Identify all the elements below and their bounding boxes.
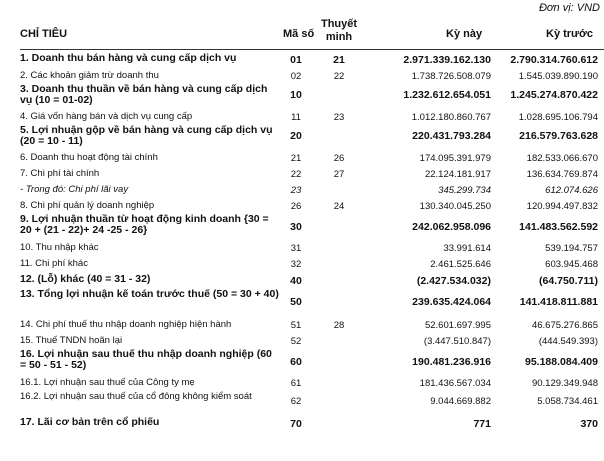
row-note: 23 (333, 112, 345, 123)
row-label: 5. Lợi nhuận gộp về bán hàng và cung cấp dịch vụ (20 = 10 - 11) (20, 124, 273, 147)
row-code: 11 (291, 112, 301, 123)
table-row (0, 124, 604, 149)
row-label: 16.2. Lợi nhuận sau thuế của cổ đông không kiểm soát (20, 391, 252, 402)
table-row (0, 83, 604, 108)
table-row (0, 271, 604, 288)
row-current-value: 2.461.525.646 (430, 259, 491, 270)
row-note: 27 (333, 169, 345, 180)
row-previous-value: 2.790.314.760.612 (510, 54, 598, 66)
row-code: 51 (290, 320, 302, 331)
header-indicator: CHỈ TIÊU (20, 28, 68, 40)
table-row (0, 332, 604, 348)
header-previous: Kỳ trước (546, 28, 593, 40)
income-statement-rows (0, 50, 604, 430)
table-row (0, 165, 604, 181)
row-previous-value: 141.483.562.592 (519, 221, 598, 233)
row-previous-value: 90.129.349.948 (531, 378, 598, 389)
row-note: 26 (333, 153, 345, 164)
row-previous-value: 5.058.734.461 (537, 396, 598, 407)
row-code: 40 (290, 275, 302, 287)
row-previous-value: 216.579.763.628 (519, 130, 598, 142)
row-label: 17. Lãi cơ bản trên cổ phiếu (20, 416, 160, 428)
row-label: 16.1. Lợi nhuận sau thuế của Công ty mẹ (20, 377, 195, 388)
row-previous-value: 370 (580, 418, 598, 430)
row-label: 2. Các khoản giảm trừ doanh thu (20, 70, 159, 81)
header-note: Thuyết minh (320, 18, 358, 43)
row-code: 62 (290, 396, 302, 407)
row-code: 21 (290, 153, 302, 164)
table-row (0, 316, 604, 332)
row-code: 61 (290, 378, 302, 389)
row-label: 11. Chi phí khác (20, 258, 88, 269)
row-previous-value: 1.245.274.870.422 (510, 89, 598, 101)
row-previous-value: 1.545.039.890.190 (518, 71, 598, 82)
row-label: 1. Doanh thu bán hàng và cung cấp dịch vụ (20, 52, 237, 64)
row-code: 32 (290, 259, 302, 270)
header-code: Mã số (283, 28, 315, 40)
table-row (0, 239, 604, 255)
row-current-value: 2.971.339.162.130 (403, 54, 491, 66)
row-previous-value: 120.994.497.832 (526, 201, 598, 212)
row-label: 16. Lợi nhuận sau thuế thu nhập doanh nghiệp (60 = 50 - 51 - 52) (20, 348, 272, 371)
table-row (0, 50, 604, 67)
row-current-value: 9.044.669.882 (430, 396, 491, 407)
row-previous-value: 95.188.084.409 (525, 356, 598, 368)
row-previous-value: 1.028.695.106.794 (518, 112, 598, 123)
row-code: 50 (290, 296, 302, 308)
table-header (0, 18, 604, 48)
row-label: 10. Thu nhập khác (20, 242, 99, 253)
row-current-value: 174.095.391.979 (419, 153, 491, 164)
table-row (0, 149, 604, 165)
row-current-value: 181.436.567.034 (419, 378, 491, 389)
table-row (0, 197, 604, 213)
row-code: 31 (290, 243, 302, 254)
header-current: Kỳ này (446, 28, 483, 40)
row-current-value: (3.447.510.847) (423, 336, 491, 347)
row-current-value: 1.012.180.860.767 (411, 112, 491, 123)
row-current-value: 220.431.793.284 (412, 130, 491, 142)
row-previous-value: 539.194.757 (545, 243, 598, 254)
row-code: 23 (290, 185, 302, 196)
row-label: 6. Doanh thu hoạt động tài chính (20, 152, 158, 163)
table-row (0, 255, 604, 271)
row-code: 02 (290, 71, 302, 82)
row-code: 30 (290, 221, 302, 233)
table-row (0, 414, 604, 430)
row-current-value: 345.299.734 (438, 185, 491, 196)
row-label: 8. Chi phí quản lý doanh nghiệp (20, 200, 155, 211)
table-row (0, 181, 604, 197)
row-code: 60 (290, 356, 302, 368)
unit-label: Đơn vị: VND (538, 2, 600, 14)
row-label: 12. (Lỗ) khác (40 = 31 - 32) (20, 273, 151, 285)
table-row (0, 348, 604, 374)
table-row (0, 374, 604, 390)
row-current-value: 190.481.236.916 (412, 356, 491, 368)
row-previous-value: 182.533.066.670 (526, 153, 598, 164)
row-label: 7. Chi phí tài chính (20, 168, 100, 179)
row-previous-value: 612.074.626 (545, 185, 598, 196)
row-current-value: 239.635.424.064 (412, 296, 491, 308)
row-current-value: 242.062.958.096 (412, 221, 491, 233)
table-row (0, 108, 604, 124)
row-label: 15. Thuế TNDN hoãn lại (20, 335, 123, 346)
row-current-value: 33.991.614 (443, 243, 491, 254)
row-current-value: (2.427.534.032) (416, 275, 491, 287)
row-label: 13. Tổng lợi nhuận kế toán trước thuế (50 = 30 + 40) (20, 288, 279, 300)
row-previous-value: 141.418.811.881 (519, 296, 598, 308)
row-previous-value: 136.634.769.874 (526, 169, 598, 180)
row-code: 22 (290, 169, 302, 180)
row-code: 70 (290, 418, 302, 430)
table-row (0, 213, 604, 239)
row-current-value: 52.601.697.995 (424, 320, 491, 331)
row-note: 22 (333, 71, 345, 82)
row-label: 3. Doanh thu thuần về bán hàng và cung cấp dịch vụ (10 = 01-02) (20, 83, 268, 106)
table-row (0, 390, 604, 414)
row-label: 4. Giá vốn hàng bán và dịch vụ cung cấp (20, 111, 193, 122)
row-code: 10 (290, 89, 302, 101)
row-code: 52 (290, 336, 302, 347)
row-previous-value: 603.945.468 (545, 259, 598, 270)
row-current-value: 130.340.045.250 (419, 201, 491, 212)
row-note: 21 (333, 54, 345, 66)
row-current-value: 22.124.181.917 (424, 169, 491, 180)
row-current-value: 1.738.726.508.079 (411, 71, 491, 82)
row-code: 20 (290, 130, 302, 142)
row-current-value: 1.232.612.654.051 (403, 89, 491, 101)
row-note: 24 (333, 201, 345, 212)
row-label: - Trong đó: Chi phí lãi vay (20, 184, 129, 195)
table-row (0, 67, 604, 83)
row-code: 26 (290, 201, 302, 212)
row-code: 01 (290, 54, 302, 66)
table-row (0, 288, 604, 316)
row-note: 28 (333, 320, 345, 331)
row-current-value: 771 (473, 418, 491, 430)
row-previous-value: (64.750.711) (539, 275, 598, 287)
row-previous-value: (444.549.393) (538, 336, 598, 347)
row-previous-value: 46.675.276.865 (531, 320, 598, 331)
row-label: 14. Chi phí thuế thu nhập doanh nghiệp hiện hành (20, 319, 232, 330)
row-label: 9. Lợi nhuận thuần từ hoạt động kinh doanh {30 = 20 + (21 - 22)+ 24 -25 - 26} (20, 213, 269, 236)
